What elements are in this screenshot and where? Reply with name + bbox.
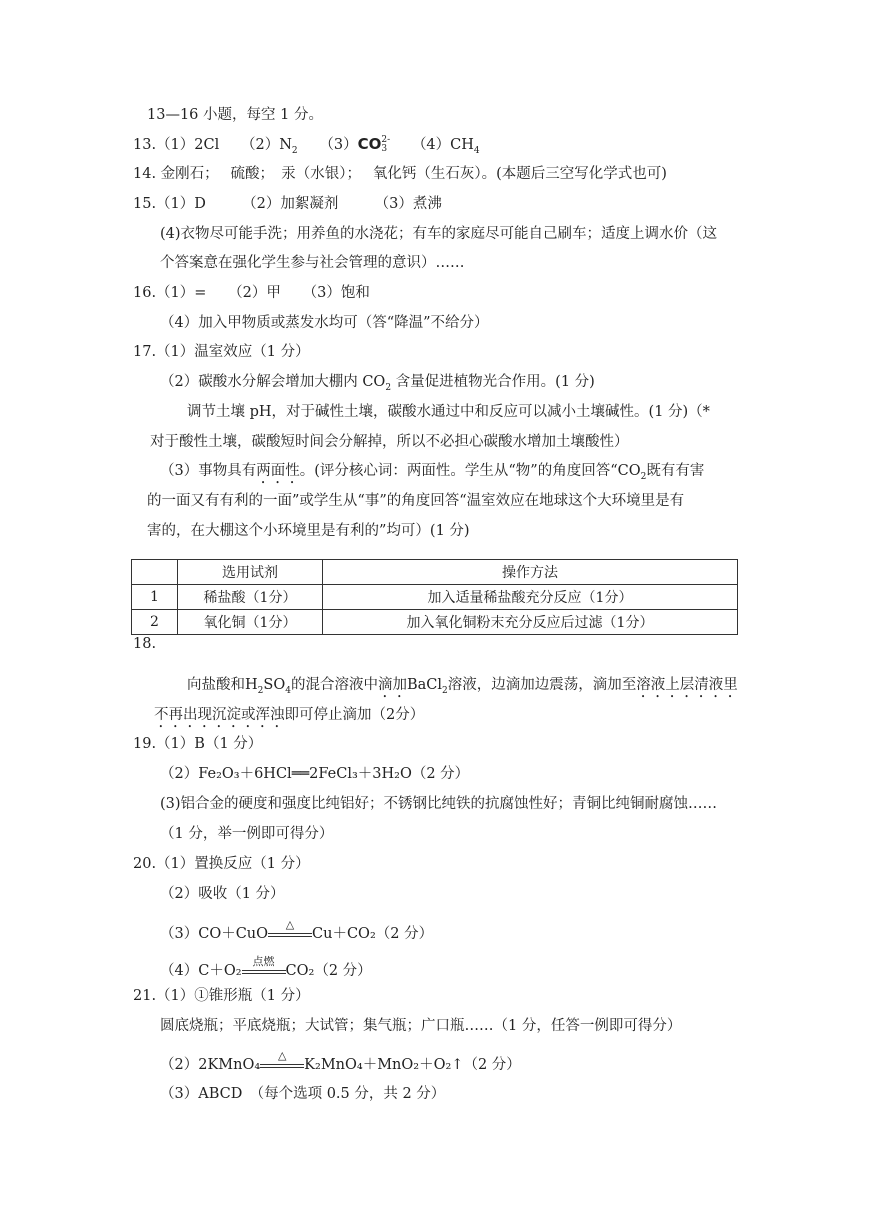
answer-19-line3: (3)铝合金的硬度和强度比纯铝好；不锈钢比纯铁的抗腐蚀性好；青铜比纯铜耐腐蚀…… (160, 796, 718, 812)
answer-18-number: 18. (133, 636, 157, 652)
answer-21-line1: 21.（1）①锥形瓶（1 分） (133, 988, 310, 1004)
row-reagent: 稀盐酸（1分） (178, 585, 323, 610)
row-method: 加入适量稀盐酸充分反应（1分） (323, 585, 738, 610)
answer-14: 14. 金刚石； 硫酸； 汞（水银）； 氧化钙（生石灰）。(本题后三空写化学式也可) (133, 166, 667, 182)
header-reagent: 选用试剂 (178, 560, 323, 585)
answer-17-line4: 对于酸性土壤，碳酸短时间会分解掉，所以不必担心碳酸水增加土壤酸性） (150, 434, 629, 450)
answer-19-line1: 19.（1）B（1 分） (133, 736, 263, 752)
row-number: 2 (132, 610, 178, 635)
answer-17-line6: 的一面又有有利的一面”或学生从“事”的角度回答“温室效应在地球这个大环境里是有 (147, 493, 685, 509)
answer-17-line2: （2）碳酸水分解会增加大棚内 $CO_2$ 含量促进植物光合作用。(1 分) (160, 374, 595, 393)
ignition-condition-sign: 点燃 (242, 964, 286, 978)
answer-21-line4: （3）ABCD （每个选项 0.5 分，共 2 分） (160, 1086, 446, 1102)
header-index-cell (132, 560, 178, 585)
answer-16-line1: 16.（1）= （2）甲 （3）饱和 (133, 285, 370, 301)
intro-line: 13—16 小题，每空 1 分。 (147, 107, 323, 123)
answer-16-line2: （4）加入甲物质或蒸发水均可（答“降温”不给分） (160, 315, 489, 331)
header-method: 操作方法 (323, 560, 738, 585)
answer-18-line1: 向盐酸和$H_2SO_4$的混合溶液中滴加BaCl$_2$溶液，边滴加边震荡，滴加至溶液上层清液里 (187, 677, 738, 696)
heat-condition-sign: △ (268, 927, 312, 941)
answer-15-line1: 15.（1）D （2）加絮凝剂 （3）煮沸 (133, 196, 442, 212)
answer-19-line4: （1 分，举一例即可得分） (160, 826, 334, 842)
heat-condition-sign: △ (260, 1058, 304, 1072)
answer-15-line2: (4)衣物尽可能手洗；用养鱼的水浇花；有车的家庭尽可能自己刷车；适度上调水价（这 (160, 226, 718, 242)
reagent-table (131, 559, 738, 635)
table-row (132, 585, 738, 610)
answer-17-line1: 17.（1）温室效应（1 分） (133, 344, 310, 360)
answer-20-line3: （3）CO＋CuO △ Cu＋CO₂（2 分） (160, 918, 434, 942)
answer-17-line7: 害的，在大棚这个小环境里是有利的”均可）(1 分) (147, 523, 470, 539)
answer-21-line2: 圆底烧瓶；平底烧瓶；大试管；集气瓶；广口瓶……（1 分，任答一例即可得分） (160, 1018, 682, 1034)
answer-20-line1: 20.（1）置换反应（1 分） (133, 856, 310, 872)
answer-20-line4: （4）C＋O₂ 点燃 CO₂（2 分） (160, 955, 372, 979)
answer-17-line5: （3）事物具有两面性。(评分核心词：两面性。学生从“物”的角度回答“$CO_2$既有有害 (160, 463, 705, 482)
row-number: 1 (132, 585, 178, 610)
row-reagent: 氧化铜（1分） (178, 610, 323, 635)
answer-17-line3: 调节土壤 pH，对于碱性土壤，碳酸水通过中和反应可以减小土壤碱性。(1 分)（* (187, 404, 710, 420)
answer-18-line2: 不再出现沉淀或浑浊即可停止滴加（2分） (154, 707, 425, 723)
answer-19-line2: （2）Fe₂O₃＋6HCl══2FeCl₃＋3H₂O（2 分） (160, 766, 470, 782)
answer-15-line3: 个答案意在强化学生参与社会管理的意识）…… (160, 255, 465, 271)
answer-20-line2: （2）吸收（1 分） (160, 886, 285, 902)
row-method: 加入氧化铜粉末充分反应后过滤（1分） (323, 610, 738, 635)
answer-21-line3: （2）2KMnO₄ △ K₂MnO₄＋MnO₂＋O₂↑（2 分） (160, 1049, 521, 1073)
table-header (132, 560, 738, 585)
table-row (132, 610, 738, 635)
answer-13: 13.（1）2Cl $(2)N_2$ （3）CO2- 3 $(4)CH_4$ (133, 135, 480, 156)
